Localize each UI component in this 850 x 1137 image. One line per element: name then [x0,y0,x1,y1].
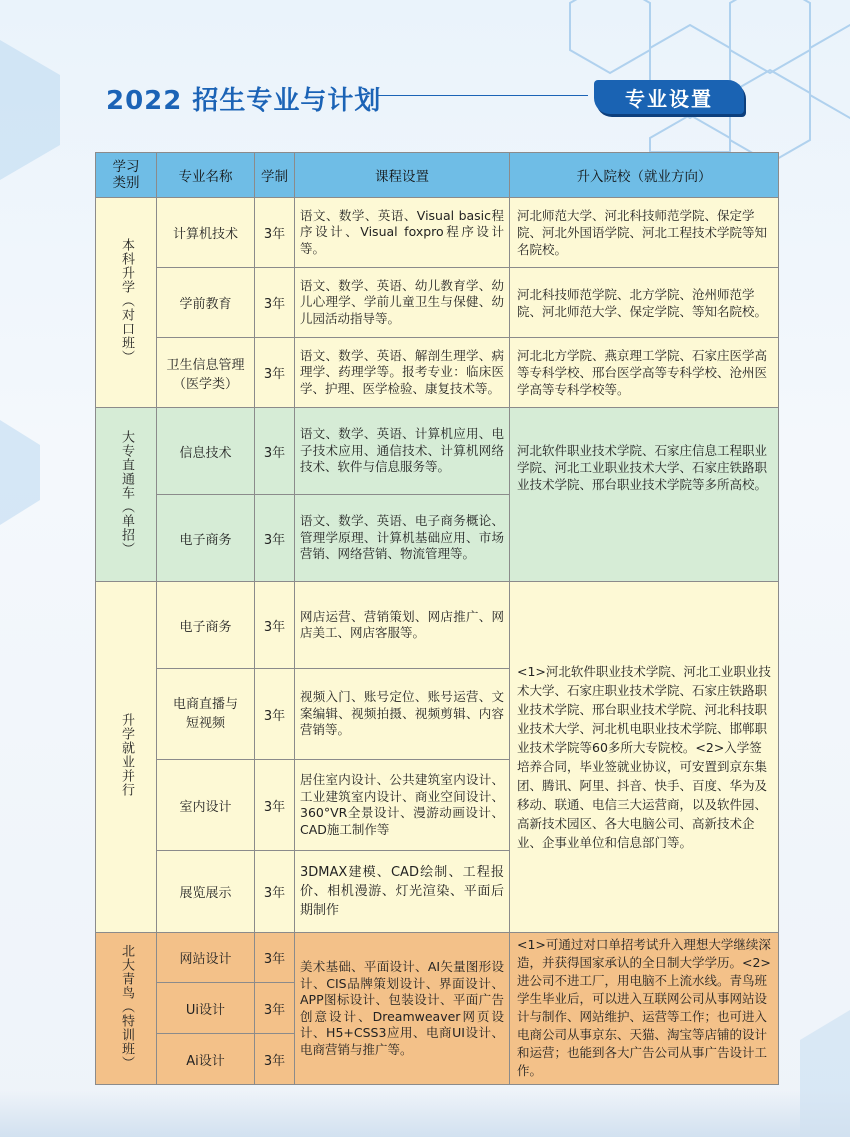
header-years: 学制 [255,153,295,198]
major-cell: 室内设计 [157,760,255,851]
years-cell: 3年 [255,338,295,408]
page-title: 2022 招生专业与计划 [106,86,382,116]
major-cell: 学前教育 [157,268,255,338]
years-cell: 3年 [255,408,295,495]
course-cell: 3DMAX建模、CAD绘制、工程报价、相机漫游、灯光渲染、平面后期制作 [295,851,510,933]
years-cell: 3年 [255,495,295,582]
course-cell: 语文、数学、英语、解剖生理学、病理学、药理学等。报考专业：临床医学、护理、医学检验、康复技术等。 [295,338,510,408]
course-cell: 网店运营、营销策划、网店推广、网店美工、网店客服等。 [295,582,510,669]
major-cell: 电子商务 [157,495,255,582]
bottom-decoration [0,1090,850,1137]
years-cell: 3年 [255,198,295,268]
header-destination: 升入院校（就业方向） [510,153,779,198]
page-header [0,80,850,120]
course-cell: 视频入门、账号定位、账号运营、文案编辑、视频拍摄、视频剪辑、内容营销等。 [295,669,510,760]
table-row [96,408,779,495]
years-cell: 3年 [255,983,295,1034]
destination-cell: 河北师范大学、河北科技师范学院、保定学院、河北外国语学院、河北工程技术学院等知名院校。 [510,198,779,268]
title-divider-line [378,95,588,96]
major-cell: 电商直播与短视频 [157,669,255,760]
table-row [96,933,779,983]
category-cell: 本科升学（对口班） [96,198,157,408]
table-header-row [96,153,779,198]
destination-cell: <1>可通过对口单招考试升入理想大学继续深造，并获得国家承认的全日制大学学历。<2>进公司不进工厂，用电脑不上流水线。青鸟班学生毕业后，可以进入互联网公司从事网站设计与制作、网站维护、运营等工作；也可进入电商公司从事京东、天猫、淘宝等店铺的设计和运营；也能到各大广告公司从事广告设计工作。 [510,933,779,1085]
course-cell: 美术基础、平面设计、AI矢量图形设计、CIS品牌策划设计、界面设计、APP图标设计、包装设计、平面广告创意设计、Dreamweaver网页设计、H5+CSS3应用、电商UI设计、电商营销与推广等。 [295,933,510,1085]
course-cell: 语文、数学、英语、计算机应用、电子技术应用、通信技术、计算机网络技术、软件与信息服务等。 [295,408,510,495]
years-cell: 3年 [255,851,295,933]
major-cell: 卫生信息管理（医学类） [157,338,255,408]
header-category: 学习类别 [96,153,157,198]
major-cell: 计算机技术 [157,198,255,268]
category-cell: 升学就业并行 [96,582,157,933]
header-major: 专业名称 [157,153,255,198]
major-cell: 展览展示 [157,851,255,933]
major-cell: 电子商务 [157,582,255,669]
category-cell: 北大青鸟（特训班） [96,933,157,1085]
destination-cell: 河北科技师范学院、北方学院、沧州师范学院、河北师范大学、保定学院、等知名院校。 [510,268,779,338]
major-cell: 网站设计 [157,933,255,983]
table-row [96,338,779,408]
years-cell: 3年 [255,669,295,760]
major-cell: 信息技术 [157,408,255,495]
header-courses: 课程设置 [295,153,510,198]
enrollment-plan-table [95,152,779,1085]
course-cell: 语文、数学、英语、Visual basic程序设计、Visual foxpro程序设计等。 [295,198,510,268]
course-cell: 语文、数学、英语、幼儿教育学、幼儿心理学、学前儿童卫生与保健、幼儿园活动指导等。 [295,268,510,338]
course-cell: 语文、数学、英语、电子商务概论、管理学原理、计算机基础应用、市场营销、网络营销、物流管理等。 [295,495,510,582]
table-row [96,198,779,268]
table-row [96,582,779,669]
table-row [96,268,779,338]
destination-cell: 河北北方学院、燕京理工学院、石家庄医学高等专科学校、邢台医学高等专科学校、沧州医学高等专科学校等。 [510,338,779,408]
major-cell: Ui设计 [157,983,255,1034]
years-cell: 3年 [255,582,295,669]
destination-cell: <1>河北软件职业技术学院、河北工业职业技术大学、石家庄职业技术学院、石家庄铁路职业技术学院、邢台职业技术学院、河北科技职业技术大学、河北机电职业技术学院、邯郸职业技术学院等60多所大专院校。<2>入学签培养合同，毕业签就业协议，可安置到京东集团、腾讯、阿里、抖音、快手、百度、华为及移动、联通、电信三大运营商，以及软件园、高新技术园区、各大电脑公司、高新技术企业、企事业单位和信息部门等。 [510,582,779,933]
years-cell: 3年 [255,268,295,338]
major-cell: Ai设计 [157,1034,255,1085]
years-cell: 3年 [255,933,295,983]
years-cell: 3年 [255,760,295,851]
section-badge: 专业设置 [594,80,744,114]
course-cell: 居住室内设计、公共建筑室内设计、工业建筑室内设计、商业空间设计、360°VR全景设计、漫游动画设计、CAD施工制作等 [295,760,510,851]
years-cell: 3年 [255,1034,295,1085]
category-cell: 大专直通车（单招） [96,408,157,582]
destination-cell: 河北软件职业技术学院、石家庄信息工程职业学院、河北工业职业技术大学、石家庄铁路职业技术学院、邢台职业技术学院等多所高校。 [510,408,779,582]
